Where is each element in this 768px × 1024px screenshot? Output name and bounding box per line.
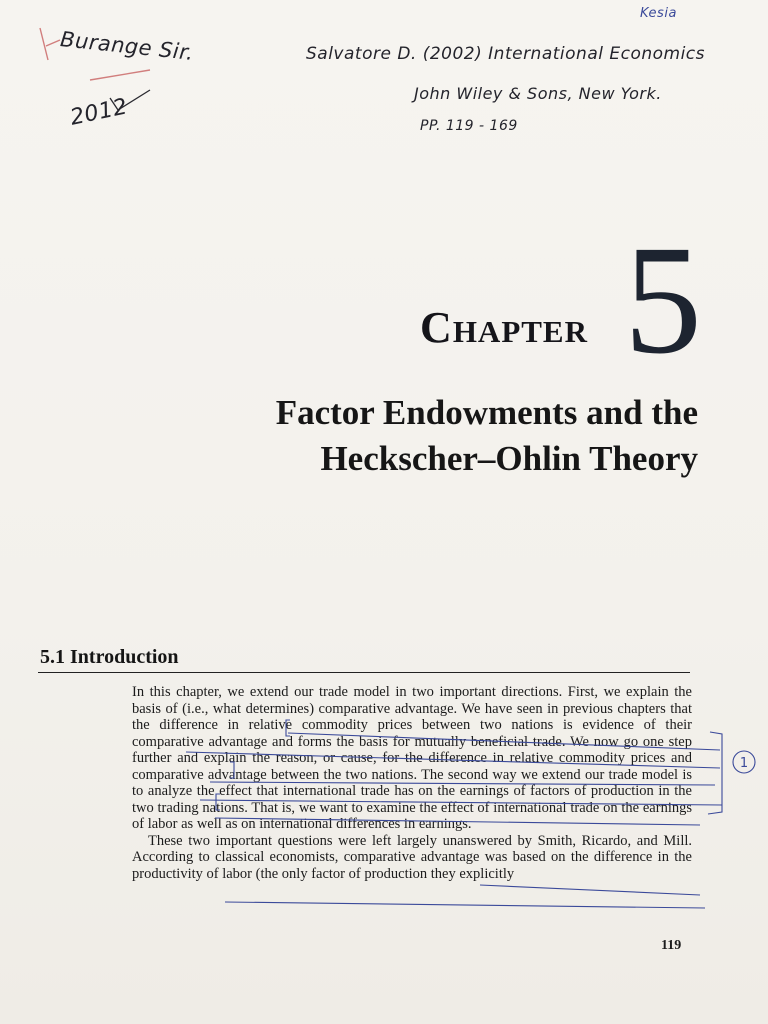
margin-circle-number: 1 (739, 756, 749, 771)
chapter-number: 5 (624, 213, 702, 386)
margin-bracket (708, 732, 722, 814)
page-number: 119 (661, 938, 682, 953)
chapter-label: Chapter (420, 303, 588, 352)
section-rule (38, 672, 690, 673)
handwritten-reference-line-1: Salvatore D. (2002) International Economics (306, 44, 706, 64)
underline-line (480, 885, 700, 895)
body-text (132, 684, 692, 882)
handwritten-reference-line-3: PP. 119 - 169 (420, 118, 518, 134)
underline-line (225, 902, 705, 908)
chapter-title (98, 390, 698, 482)
paragraph-1: In this chapter, we extend our trade model in two important directions. First, we explain the basis of (i.e., what determines) comparative advantage. We have seen in previous chapters that the difference in relative commodity prices between two nations is evidence of their comparative advantage and forms the basis for mutually beneficial trade. We now go one step further and explain the reason, or cause, for the difference in relative commodity prices and comparative advantage between the two nations. The second way we extend our trade model is to analyze the effect that international trade has on the earnings of factors of production in the two trading nations. That is, we want to examine the effect of international trade on the earnings of labor as well as on international differences in earnings. (132, 684, 692, 832)
paragraph-2: These two important questions were left largely unanswered by Smith, Ricardo, and Mill. According to classical economists, comparative advantage was based on the difference in the productivity of labor (the only factor of production they explicitly (132, 832, 692, 882)
chapter-title-line-1: Factor Endowments and the (275, 393, 698, 432)
handwritten-reference-line-2: John Wiley & Sons, New York. (414, 84, 662, 103)
chapter-title-line-2: Heckscher–Ohlin Theory (320, 439, 698, 478)
handwritten-burange-sir: Burange Sir. (59, 27, 195, 65)
handwritten-corner-name: Kesia (640, 6, 677, 21)
margin-circle (733, 751, 755, 773)
handwritten-year: 2012 (68, 94, 130, 131)
section-heading: 5.1 Introduction (40, 646, 179, 668)
